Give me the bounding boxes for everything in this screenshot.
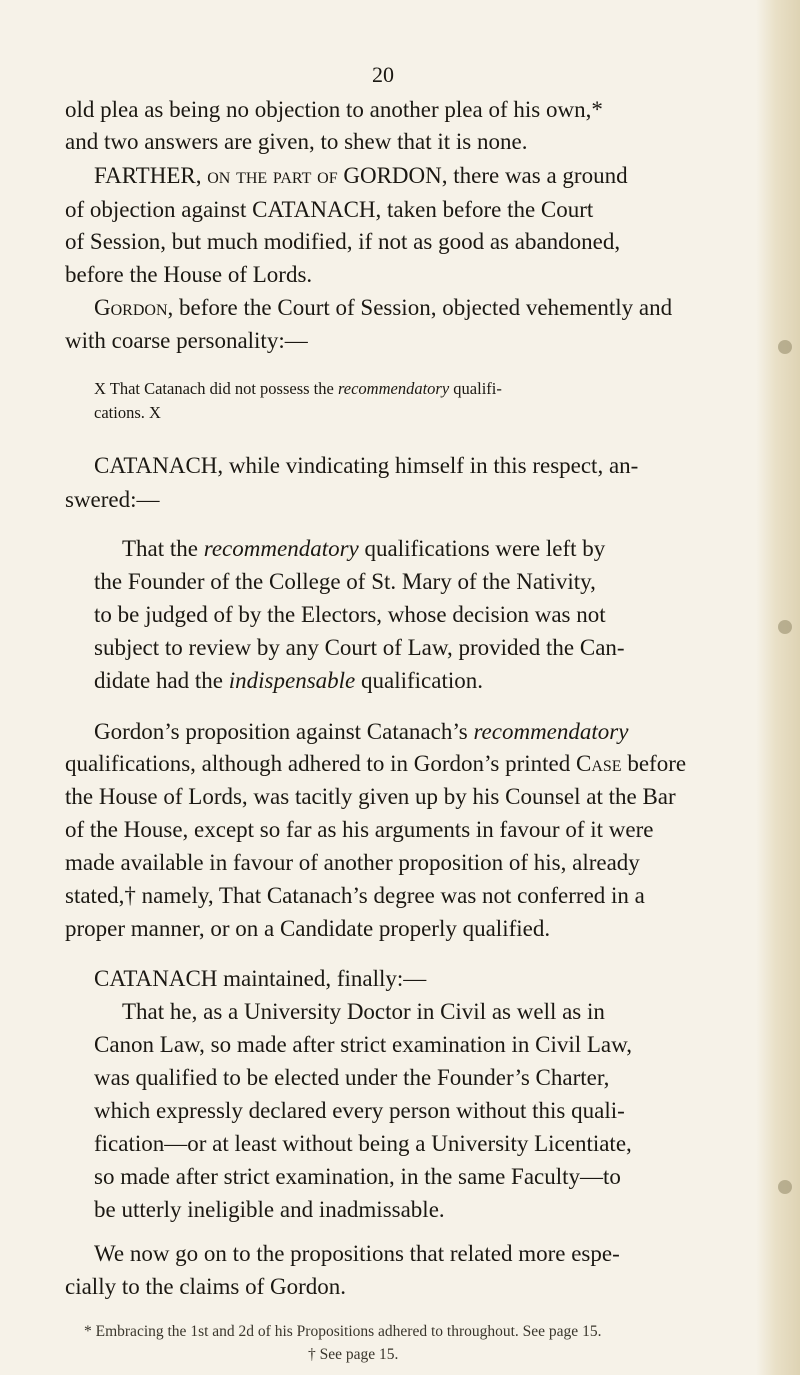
text-line-8: X That Catanach did not possess the recommendatory qualifi-: [94, 379, 502, 398]
text-line-32: We now go on to the propositions that related more espe-: [94, 1241, 620, 1266]
text-line-3: of objection against CATANACH, taken before the Court: [65, 197, 594, 222]
text-line-18: qualifications, although adhered to in Gordon’s printed Case before: [65, 751, 687, 776]
page-number: 20: [372, 62, 394, 87]
text-line-23: proper manner, or on a Candidate properly qualified.: [65, 916, 551, 941]
text-line-20: of the House, except so far as his arguments in favour of it were: [65, 817, 654, 842]
text-line-6: Gordon, before the Court of Session, objected vehemently and: [94, 295, 673, 320]
text-line-17: Gordon’s proposition against Catanach’s recommendatory: [94, 719, 629, 744]
text-line-5: before the House of Lords.: [65, 262, 313, 287]
text-line-22: stated,† namely, That Catanach’s degree was not conferred in a: [65, 883, 645, 908]
text-line-12: That the recommendatory qualifications were left by: [122, 536, 606, 561]
text-line-10: CATANACH, while vindicating himself in this respect, an-: [94, 453, 639, 478]
footnote-2: † See page 15.: [308, 1346, 399, 1363]
text-line-9: cations. X: [94, 403, 161, 422]
text-line-13: the Founder of the College of St. Mary of the Nativity,: [94, 569, 596, 594]
text-line-31: be utterly ineligible and inadmissable.: [94, 1197, 445, 1222]
text-line-11: swered:—: [65, 487, 160, 512]
text-line-7: with coarse personality:—: [65, 328, 308, 353]
text-line-15: subject to review by any Court of Law, provided the Can-: [94, 635, 625, 660]
footnote-1: * Embracing the 1st and 2d of his Propositions adhered to throughout. See page 15.: [84, 1323, 602, 1340]
text-line-33: cially to the claims of Gordon.: [65, 1274, 347, 1299]
text-line-1: and two answers are given, to shew that it is none.: [65, 129, 528, 154]
text-line-24: CATANACH maintained, finally:—: [94, 966, 427, 991]
text-line-26: Canon Law, so made after strict examination in Civil Law,: [94, 1032, 633, 1057]
text-line-16: didate had the indispensable qualification.: [94, 668, 484, 693]
text-line-25: That he, as a University Doctor in Civil as well as in: [122, 999, 605, 1024]
text-line-21: made available in favour of another proposition of his, already: [65, 850, 640, 875]
text-line-29: fication—or at least without being a University Licentiate,: [94, 1131, 632, 1156]
text-line-0: old plea as being no objection to another plea of his own,*: [65, 97, 603, 122]
text-line-30: so made after strict examination, in the same Faculty—to: [94, 1164, 621, 1189]
text-line-2: FARTHER, on the part of GORDON, there was a ground: [94, 163, 628, 188]
text-line-19: the House of Lords, was tacitly given up by his Counsel at the Bar: [65, 784, 676, 809]
text-line-14: to be judged of by the Electors, whose decision was not: [94, 602, 606, 627]
text-line-27: was qualified to be elected under the Founder’s Charter,: [94, 1065, 610, 1090]
text-line-28: which expressly declared every person without this quali-: [94, 1098, 625, 1123]
text-line-4: of Session, but much modified, if not as good as abandoned,: [65, 229, 621, 254]
